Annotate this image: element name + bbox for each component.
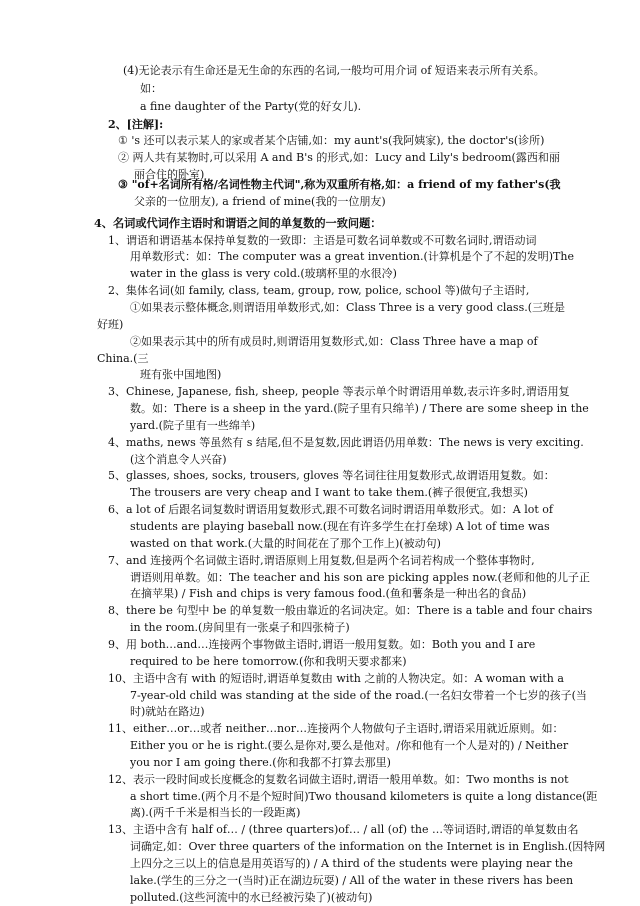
text-line: wasted on that work.(大量的时间花在了那个工作上)(被动句) — [130, 537, 441, 550]
text-line: China.(三 — [97, 352, 149, 365]
text-line: 3、Chinese, Japanese, fish, sheep, people 等表示单个时谓语用单数,表示许多时,谓语用复 — [108, 385, 570, 398]
text-line: 1、谓语和谓语基本保持单复数的一致即：主语是可数名词单数或不可数名词时,谓语动词 — [108, 234, 537, 247]
text-line: 用单数形式：如：The computer was a great invention.(计算机是个了不起的发明)The — [130, 250, 574, 263]
text-line: 4、maths, news 等虽然有 s 结尾,但不是复数,因此谓语仍用单数：The news is very exciting. — [108, 436, 584, 449]
text-line: 班有张中国地图) — [140, 368, 222, 381]
text-line: 7-year-old child was standing at the side of the road.(一名妇女带着一个七岁的孩子(当 — [130, 689, 587, 702]
text-line: 在摘苹果) / Fish and chips is very famous food.(鱼和薯条是一种出名的食品) — [130, 587, 527, 600]
text-line: 离).(两千千米是相当长的一段距离) — [130, 806, 301, 819]
text-line: ①如果表示整体概念,则谓语用单数形式,如：Class Three is a very good class.(三班是 — [130, 301, 566, 314]
text-line: 2、集体名词(如 family, class, team, group, row, police, school 等)做句子主语时, — [108, 284, 530, 297]
text-line: 11、either…or…或者 neither…nor…连接两个人物做句子主语时,谓语采用就近原则。如： — [108, 722, 564, 735]
text-line: water in the glass is very cold.(玻璃杯里的水很冷) — [130, 267, 397, 280]
text-line: 4、名词或代词作主语时和谓语之间的单复数的一致问题： — [94, 216, 382, 230]
text-line: 如： — [140, 82, 162, 95]
text-line: you nor I am going there.(你和我都不打算去那里) — [130, 756, 391, 769]
text-line: 12、表示一段时间或长度概念的复数名词做主语时,谓语一般用单数。如：Two months is not — [108, 773, 569, 786]
text-line: 谓语则用单数。如：The teacher and his son are picking apples now.(老师和他的儿子正 — [130, 571, 590, 584]
text-line: 8、there be 句型中 be 的单复数一般由靠近的名词决定。如：There is a table and four chairs — [108, 604, 593, 617]
text-line: students are playing baseball now.(现在有许多学生在打垒球) A lot of time was — [130, 520, 550, 533]
text-line: 丽合住的卧室) — [134, 168, 205, 181]
text-line: yard.(院子里有一些绵羊) — [130, 419, 256, 432]
text-line: 好班) — [97, 318, 124, 331]
text-line: 2、[注解]: — [108, 118, 164, 131]
text-line: required to be here tomorrow.(你和我明天要求都来) — [130, 655, 407, 668]
text-line: 5、glasses, shoes, socks, trousers, gloves 等名词往往用复数形式,故谓语用复数。如： — [108, 469, 555, 482]
text-line: 6、a lot of 后跟名词复数时谓语用复数形式,跟不可数名词时谓语用单数形式。如：A lot of — [108, 503, 553, 516]
text-line: 13、主语中含有 half of… / (three quarters)of… / all (of) the …等词语时,谓语的单复数由名 — [108, 823, 579, 836]
text-line: (4)无论表示有生命还是无生命的东西的名词,一般均可用介词 of 短语来表示所有关系。 — [123, 64, 545, 77]
text-line: 9、用 both…and…连接两个事物做主语时,谓语一般用复数。如：Both you and I are — [108, 638, 536, 651]
text-line: (这个消息令人兴奋) — [130, 453, 227, 466]
text-line: ③ "of+名词所有格/名词性物主代词",称为双重所有格,如：a friend of my father's(我 — [118, 178, 561, 191]
text-line: a short time.(两个月不是个短时间)Two thousand kilometers is quite a long distance(距 — [130, 790, 598, 803]
text-line: 7、and 连接两个名词做主语时,谓语原则上用复数,但是两个名词若构成一个整体事物时, — [108, 554, 535, 567]
text-line: 父亲的一位朋友), a friend of mine(我的一位朋友) — [134, 195, 386, 208]
text-line: polluted.(这些河流中的水已经被污染了)(被动句) — [130, 891, 373, 904]
text-line: Either you or he is right.(要么是你对,要么是他对。/你和他有一个人是对的) / Neither — [130, 739, 569, 752]
text-line: ① 's 还可以表示某人的家或者某个店铺,如：my aunt's(我阿姨家), the doctor's(诊所) — [118, 134, 545, 147]
text-line: 10、主语中含有 with 的短语时,谓语单复数由 with 之前的人物决定。如：A woman with a — [108, 672, 564, 685]
text-line: a fine daughter of the Party(党的好女儿). — [140, 100, 362, 113]
text-line: ②如果表示其中的所有成员时,则谓语用复数形式,如：Class Three have a map of — [130, 335, 538, 348]
text-line: 时)就站在路边) — [130, 705, 205, 718]
text-line: lake.(学生的三分之一(当时)正在湖边玩耍) / All of the water in these rivers has been — [130, 874, 574, 887]
text-line: ② 两人共有某物时,可以采用 A and B's 的形式,如：Lucy and Lily's bedroom(露西和丽 — [118, 151, 560, 164]
text-line: 词确定,如：Over three quarters of the information on the Internet is in English.(因特网 — [130, 840, 606, 853]
text-line: The trousers are very cheap and I want to take them.(裤子很便宜,我想买) — [130, 486, 528, 499]
text-line: 数。如：There is a sheep in the yard.(院子里有只绵羊) / There are some sheep in the — [130, 402, 589, 415]
text-line: in the room.(房间里有一张桌子和四张椅子) — [130, 621, 350, 634]
text-line: 上四分之三以上的信息是用英语写的) / A third of the students were playing near the — [130, 857, 573, 870]
